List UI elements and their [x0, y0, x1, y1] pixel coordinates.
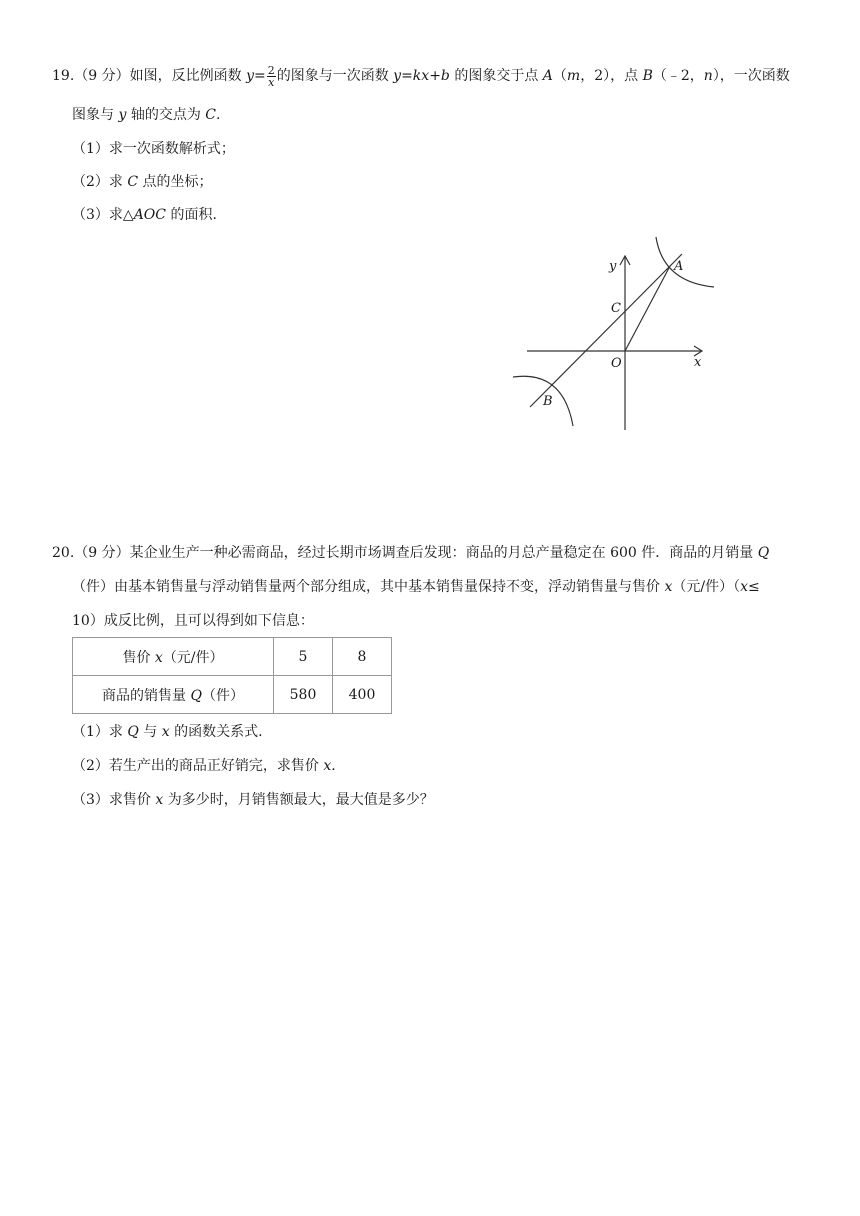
q19-sub1: （1）求一次函数解析式； — [72, 141, 235, 157]
q20-points: （9 分） — [74, 545, 130, 561]
q19-points: （9 分） — [74, 68, 130, 84]
q20-info-table — [72, 637, 392, 714]
q20-line2: （件）由基本销售量与浮动销售量两个部分组成，其中基本销售量保持不变，浮动销售量与售价 x（元/件）（x≤ — [72, 579, 760, 595]
x-axis-label: x — [694, 355, 702, 370]
table-cell: 8 — [333, 638, 392, 676]
q19-sub3: （3）求△AOC 的面积. — [72, 207, 217, 223]
fraction-2-over-x: $\frac{2}{x}$ — [267, 63, 275, 89]
hyperbola-branch-upper — [656, 237, 714, 287]
q19-sub2: （2）求 C 点的坐标； — [72, 174, 213, 190]
q19-number: 19. — [52, 68, 75, 84]
point-c-label: C — [611, 301, 621, 316]
y-axis-label: y — [609, 259, 617, 274]
q20-line1: 20.（9 分）某企业生产一种必需商品，经过长期市场调查后发现：商品的月总产量稳定在 600 件．商品的月销量 Q — [52, 545, 770, 561]
q20-number: 20. — [52, 545, 75, 561]
table-cell: 5 — [274, 638, 333, 676]
q20-line3: 10）成反比例，且可以得到如下信息： — [72, 613, 314, 629]
q19-figure — [505, 230, 725, 440]
point-a-label: A — [674, 259, 684, 274]
table-cell: 400 — [333, 676, 392, 714]
q19-line2: 图象与 y 轴的交点为 C. — [72, 107, 221, 123]
line-graph — [530, 254, 682, 407]
table-header-sales: 商品的销售量 Q（件） — [73, 676, 274, 714]
origin-label: O — [611, 356, 622, 371]
table-cell: 580 — [274, 676, 333, 714]
table-row — [73, 638, 392, 676]
table-row — [73, 676, 392, 714]
q20-sub1: （1）求 Q 与 x 的函数关系式. — [72, 724, 263, 740]
table-header-price: 售价 x（元/件） — [73, 638, 274, 676]
q20-sub3: （3）求售价 x 为多少时，月销售额最大，最大值是多少？ — [72, 792, 434, 808]
q20-sub2: （2）若生产出的商品正好销完，求售价 x. — [72, 758, 336, 774]
point-b-label: B — [543, 394, 553, 409]
q19-line1: 19.（9 分）如图，反比例函数 y= $\frac{2}{x}$ 的图象与一次函数 y=kx+b 的图象交于点 A（m，2），点 B（﹣2，n），一次函数 — [52, 63, 790, 89]
segment-oa — [625, 266, 670, 351]
